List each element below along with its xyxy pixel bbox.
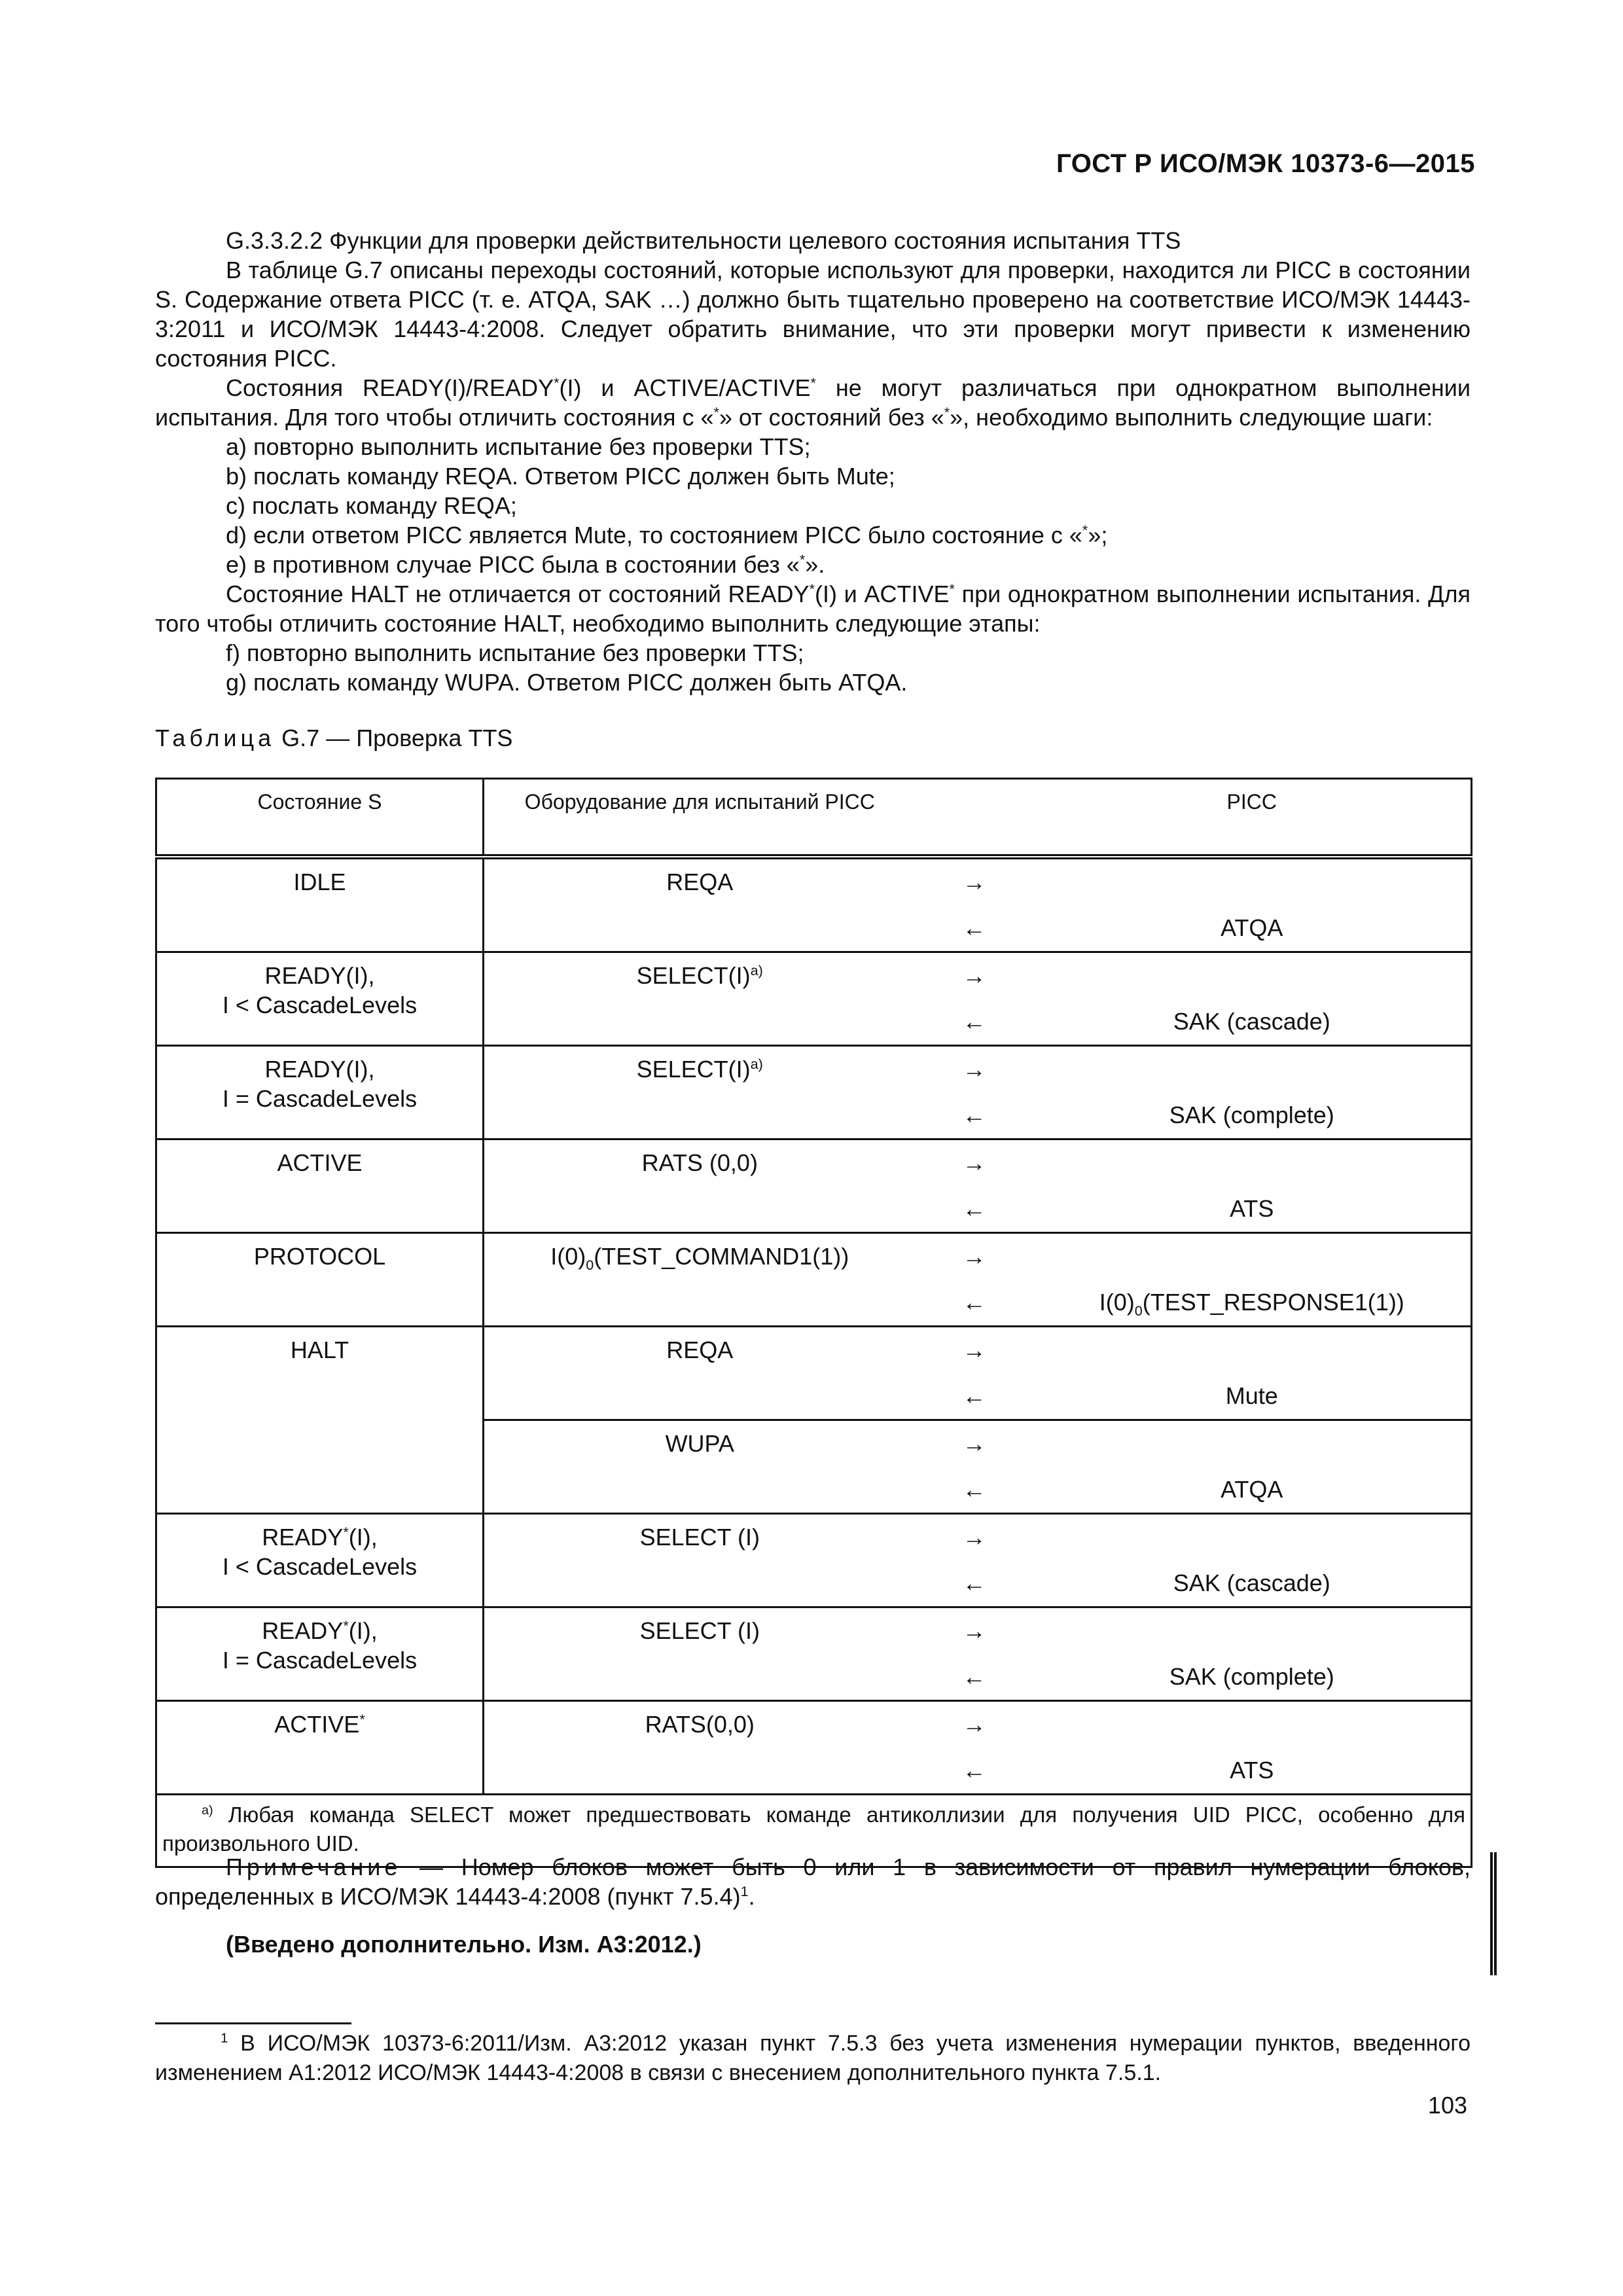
arrow-left-icon: ← [962,1008,986,1035]
footnote-separator [155,2022,351,2024]
response-cell: SAK (complete) [1033,1046,1472,1139]
list-item: a) повторно выполнить испытание без проверки TTS; [226,433,811,460]
arrow-right-icon: → [962,1336,986,1363]
list-item: g) послать команду WUPA. Ответом PICC должен быть ATQA. [226,669,908,696]
paragraph: Состояние HALT не отличается от состояний READY*(I) и ACTIVE* при однократном выполнении испытания. Для того чтобы отличить состояние HALT, необходимо выполнить следующие этапы: [155,581,1471,637]
revision-bar [1490,1852,1497,1975]
table-header-row [156,779,1472,857]
table-footnote: $^{a)}$ Любая команда SELECT может предшествовать команде антиколлизии для получения UID PICC, особенно для произвольного UID. [156,1795,1472,1867]
command-cell: REQA [484,857,916,952]
table-note: Примечание — Номер блоков может быть 0 или 1 в зависимости от правил нумерации блоков, определенных в ИСО/МЭК 14443-4:2008 (пункт 7.5.4)$^1$. (Введено дополнительно. Изм. A3:2012.) [155,1854,1471,1958]
list-item: f) повторно выполнить испытание без проверки TTS; [226,639,804,666]
arrow-left-icon: ← [962,914,986,941]
table-caption: Таблица G.7 — Проверка TTS [155,725,513,751]
list-item: b) послать команду REQA. Ответом PICC должен быть Mute; [226,463,895,490]
table-row [156,1139,1472,1233]
state-cell: READY(I), I < CascadeLevels [156,952,484,1046]
table-row [156,1701,1472,1795]
command-cell: SELECT (I) [484,1607,916,1701]
arrow-right-icon: → [962,962,986,989]
response-cell: ATS [1033,1701,1472,1795]
arrow-left-icon: ← [962,1663,986,1690]
state-cell: READY*(I), I < CascadeLevels [156,1514,484,1607]
state-cell: PROTOCOL [156,1233,484,1327]
table-row [156,952,1472,1046]
command-cell: $SELECT(I)^{a)}$ [484,1046,916,1139]
header-picc: PICC [1033,779,1472,857]
response-cell: $I(0)_0(TEST\_RESPONSE1(1))$ [1033,1233,1472,1327]
arrow-right-icon: → [962,1056,986,1083]
table-row [156,1514,1472,1607]
header-equipment: Оборудование для испытаний PICC [484,779,916,857]
arrow-cell [916,1139,1033,1233]
arrow-right-icon: → [962,1524,986,1551]
response-cell: ATQA [1033,1420,1472,1514]
arrow-cell [916,1420,1033,1514]
arrow-cell [916,1701,1033,1795]
arrow-right-icon: → [962,1243,986,1270]
arrow-left-icon: ← [962,1102,986,1128]
arrow-cell [916,952,1033,1046]
state-cell: READY(I), I = CascadeLevels [156,1046,484,1139]
response-cell: SAK (cascade) [1033,1514,1472,1607]
list-item: e) в противном случае PICC была в состоянии без «*». [226,551,825,578]
page-footnote: $^1$ В ИСО/МЭК 10373-6:2011/Изм. A3:2012 указан пункт 7.5.3 без учета изменения нумерации пунктов, введенного изменением A1:2012 ИСО/МЭК 14443-4:2008 в связи с внесением дополнительного пункта 7.5.1. [155,2031,1471,2085]
response-cell: Mute [1033,1327,1472,1420]
arrow-left-icon: ← [962,1195,986,1222]
table-row [156,1046,1472,1139]
command-cell: WUPA [484,1420,916,1514]
arrow-left-icon: ← [962,1570,986,1596]
footnote-ref: 1 [740,1883,749,1899]
response-cell: ATQA [1033,857,1472,952]
paragraph: Состояния READY(I)/READY*(I) и ACTIVE/ACTIVE* не могут различаться при однократном выполнении испытания. Для того чтобы отличить состояния с «*» от состояний без «*», необходимо выполнить следующие шаги: [155,374,1471,431]
note-label: Примечание [226,1854,402,1880]
section-heading: G.3.3.2.2 Функции для проверки действительности целевого состояния испытания TTS [226,227,1181,254]
list-item: c) послать команду REQA; [226,492,517,519]
arrow-left-icon: ← [962,1382,986,1409]
paragraph: В таблице G.7 описаны переходы состояний, которые используют для проверки, находится ли PICC в состоянии S. Содержание ответа PICC (т. е. ATQA, SAK …) должно быть тщательно проверено на соответствие ИСО/МЭК 14443-3:2011 и ИСО/МЭК 14443-4:2008. Следует обратить внимание, что эти проверки могут привести к изменению состояния PICC. [155,257,1471,372]
arrow-cell [916,1233,1033,1327]
command-cell: $SELECT(I)^{a)}$ [484,952,916,1046]
arrow-right-icon: → [962,1617,986,1644]
section-body [155,226,1471,697]
table-row [156,1607,1472,1701]
arrow-cell [916,1046,1033,1139]
arrow-cell [916,1514,1033,1607]
arrow-cell [916,1607,1033,1701]
header-state: Состояние S [156,779,484,857]
arrow-left-icon: ← [962,1289,986,1316]
arrow-left-icon: ← [962,1757,986,1784]
response-cell: ATS [1033,1139,1472,1233]
arrow-right-icon: → [962,869,986,895]
page-number: 103 [1427,2092,1467,2119]
arrow-right-icon: → [962,1149,986,1176]
arrow-cell [916,1327,1033,1420]
state-cell: HALT [156,1327,484,1514]
list-item: d) если ответом PICC является Mute, то состоянием PICC было состояние с «*»; [226,522,1108,548]
arrow-right-icon: → [962,1711,986,1738]
state-cell: READY*(I), I = CascadeLevels [156,1607,484,1701]
table-row [156,1233,1472,1327]
command-cell: RATS (0,0) [484,1139,916,1233]
response-cell: SAK (complete) [1033,1607,1472,1701]
table-row [156,857,1472,952]
table-row [156,1327,1472,1420]
command-cell: $I(0)_0(TEST\_COMMAND1(1))$ [484,1233,916,1327]
state-cell: ACTIVE* [156,1701,484,1795]
standard-header: ГОСТ Р ИСО/МЭК 10373-6—2015 [1056,149,1475,178]
tts-table [155,778,1472,1868]
state-cell: ACTIVE [156,1139,484,1233]
state-cell: IDLE [156,857,484,952]
arrow-left-icon: ← [962,1476,986,1503]
command-cell: REQA [484,1327,916,1420]
arrow-cell [916,857,1033,952]
response-cell: SAK (cascade) [1033,952,1472,1046]
command-cell: SELECT (I) [484,1514,916,1607]
arrow-right-icon: → [962,1430,986,1457]
command-cell: RATS(0,0) [484,1701,916,1795]
amendment-note: (Введено дополнительно. Изм. A3:2012.) [226,1931,702,1958]
